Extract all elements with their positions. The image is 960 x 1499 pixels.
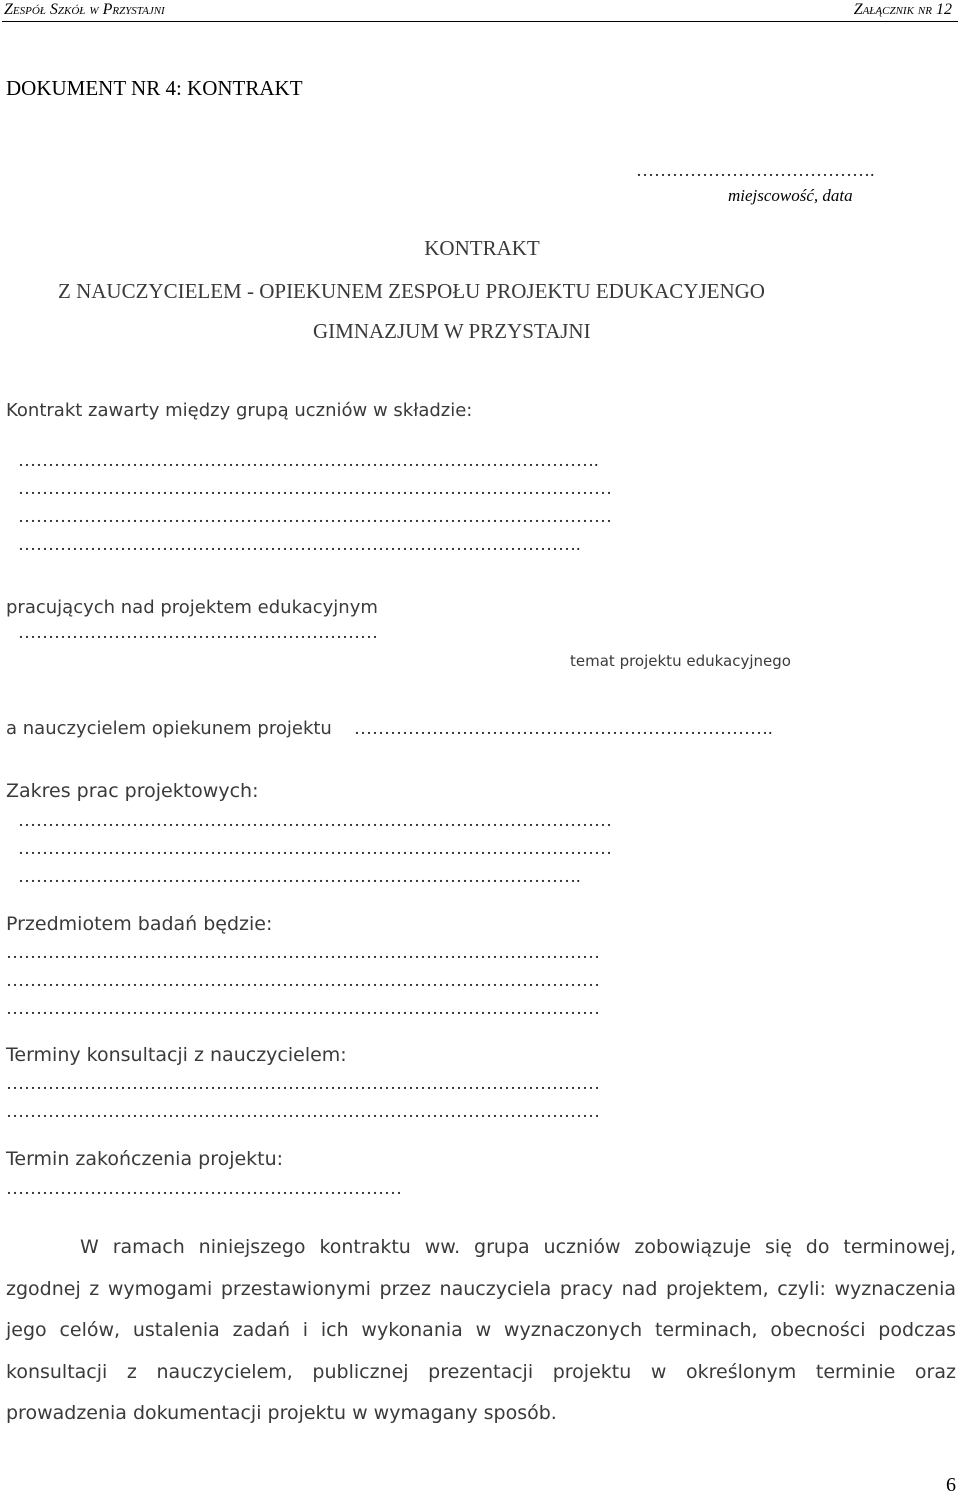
members-label: Kontrakt zawarty między grupą uczniów w składzie: — [6, 400, 473, 421]
scope-line-2: ……………………………………………………………………………………… — [18, 838, 612, 858]
scope-line-1: ……………………………………………………………………………………… — [18, 810, 612, 830]
members-line-2: ……………………………………………………………………………………… — [18, 478, 612, 498]
consultations-line-1: ……………………………………………………………………………………… — [6, 1073, 600, 1093]
contract-paragraph: W ramach niniejszego kontraktu ww. grupa uczniów zobowiązuje się do terminowej, zgodnej z wymogami przestawionymi przez nauczyciela pracy nad projektem, czyli: wyznaczenia jego celów, ustalenia zadań i ich wykonania w wyznaczonych terminach, obecności podczas konsultacji z nauczycielem, publicznej prezentacji projektu w określonym terminie oraz prowadzenia dokumentacji projektu w wymagany sposób. — [6, 1236, 956, 1424]
teacher-dots: ……………………………………………………………. — [354, 718, 773, 738]
members-line-1: ……………………………………………………………………………………. — [18, 450, 599, 470]
project-label: pracujących nad projektem edukacyjnym — [6, 597, 378, 618]
scope-line-3: …………………………………………………………………………………. — [18, 866, 581, 886]
members-line-4: …………………………………………………………………………………. — [18, 534, 581, 554]
subject-line-1: ……………………………………………………………………………………… — [6, 942, 600, 962]
project-topic-dots: …………………………………………………… — [18, 622, 378, 642]
header-school-name: Zespół Szkół w Przystajni — [4, 1, 165, 18]
members-line-3: ……………………………………………………………………………………… — [18, 506, 612, 526]
consultations-label: Terminy konsultacji z nauczycielem: — [6, 1044, 347, 1066]
deadline-label: Termin zakończenia projektu: — [6, 1148, 284, 1170]
deadline-dots: ………………………………………………………… — [6, 1178, 402, 1198]
project-topic-caption: temat projektu edukacyjnego — [570, 652, 791, 670]
contract-heading-line2: Z NAUCZYCIELEM - OPIEKUNEM ZESPOŁU PROJEKTU EDUKACYJENGO — [58, 279, 765, 303]
consultations-line-2: ……………………………………………………………………………………… — [6, 1101, 600, 1121]
place-date-dots: …………………………………. — [636, 160, 875, 180]
header-attachment-number: Załącznik nr 12 — [853, 1, 952, 18]
document-title: DOKUMENT NR 4: KONTRAKT — [6, 76, 303, 100]
teacher-label: a nauczycielem opiekunem projektu — [6, 718, 332, 739]
subject-line-2: ……………………………………………………………………………………… — [6, 970, 600, 990]
subject-line-3: ……………………………………………………………………………………… — [6, 998, 600, 1018]
contract-heading-line1: KONTRAKT — [424, 236, 540, 260]
page-header — [0, 0, 960, 22]
header-divider — [2, 21, 958, 22]
contract-heading-line3: GIMNAZJUM W PRZYSTAJNI — [313, 319, 591, 343]
scope-label: Zakres prac projektowych: — [6, 780, 259, 802]
place-date-label: miejscowość, data — [728, 186, 853, 205]
page-number: 6 — [946, 1474, 956, 1496]
subject-label: Przedmiotem badań będzie: — [6, 913, 273, 935]
contract-heading — [0, 236, 960, 261]
